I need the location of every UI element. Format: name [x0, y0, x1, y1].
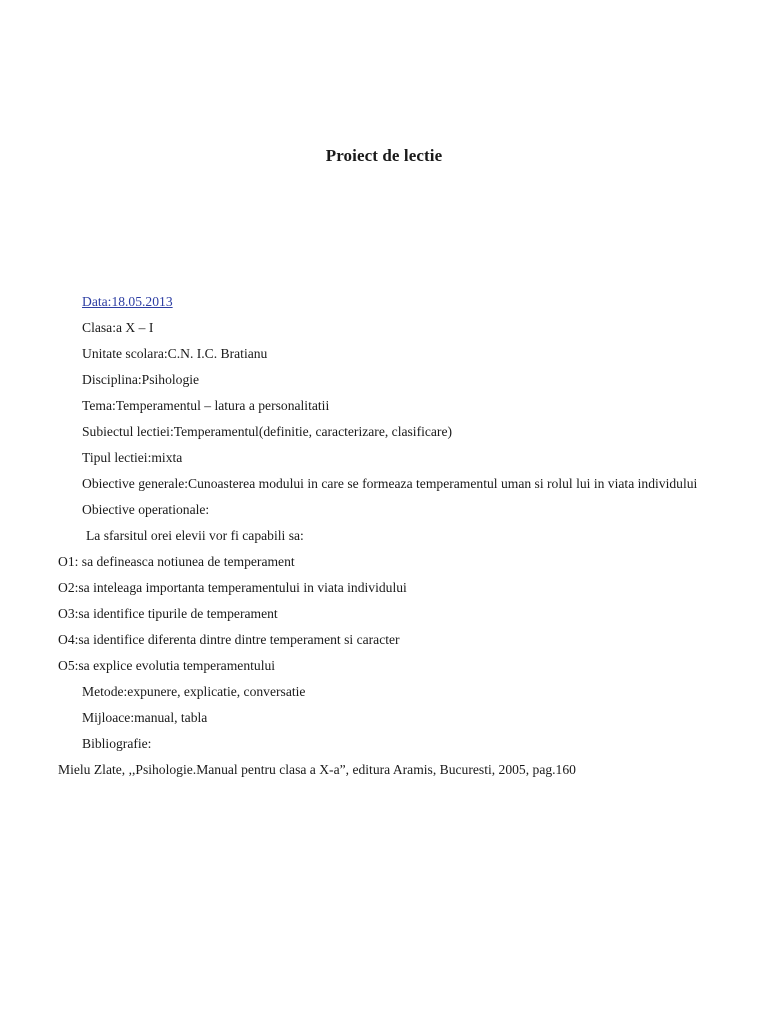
objective-item: O1: sa defineasca notiunea de temperament	[58, 554, 295, 569]
objective-item: O4:sa identifice diferenta dintre dintre temperament si caracter	[58, 632, 400, 647]
date-link[interactable]: Data:18.05.2013	[82, 294, 173, 309]
lesson-type-line: Tipul lectiei:mixta	[82, 450, 183, 465]
general-objectives-paragraph: Obiective generale:Cunoasterea modului in care se formeaza temperamentul uman si rolul lui in viata individului	[82, 476, 698, 491]
document-body	[58, 289, 708, 783]
date-line	[58, 289, 708, 315]
bibliography-entry: Mielu Zlate, ,,Psihologie.Manual pentru clasa a X-a”, editura Aramis, Bucuresti, 2005, pag.160	[58, 762, 576, 777]
operational-objectives-label: Obiective operationale:	[82, 502, 210, 517]
lesson-subject-line: Subiectul lectiei:Temperamentul(definitie, caracterizare, clasificare)	[82, 424, 453, 439]
theme-line: Tema:Temperamentul – latura a personalitatii	[82, 398, 330, 413]
school-unit-line: Unitate scolara:C.N. I.C. Bratianu	[82, 346, 268, 361]
document-title: Proiect de lectie	[325, 146, 443, 165]
methods-line: Metode:expunere, explicatie, conversatie	[82, 684, 306, 699]
discipline-line: Disciplina:Psihologie	[82, 372, 200, 387]
materials-line: Mijloace:manual, tabla	[82, 710, 208, 725]
objective-item: O5:sa explice evolutia temperamentului	[58, 658, 276, 673]
bibliography-label: Bibliografie:	[82, 736, 152, 751]
objective-item: O2:sa inteleaga importanta temperamentului in viata individului	[58, 580, 407, 595]
objective-item: O3:sa identifice tipurile de temperament	[58, 606, 278, 621]
objectives-intro: La sfarsitul orei elevii vor fi capabili sa:	[86, 528, 304, 543]
class-line: Clasa:a X – I	[82, 320, 154, 335]
